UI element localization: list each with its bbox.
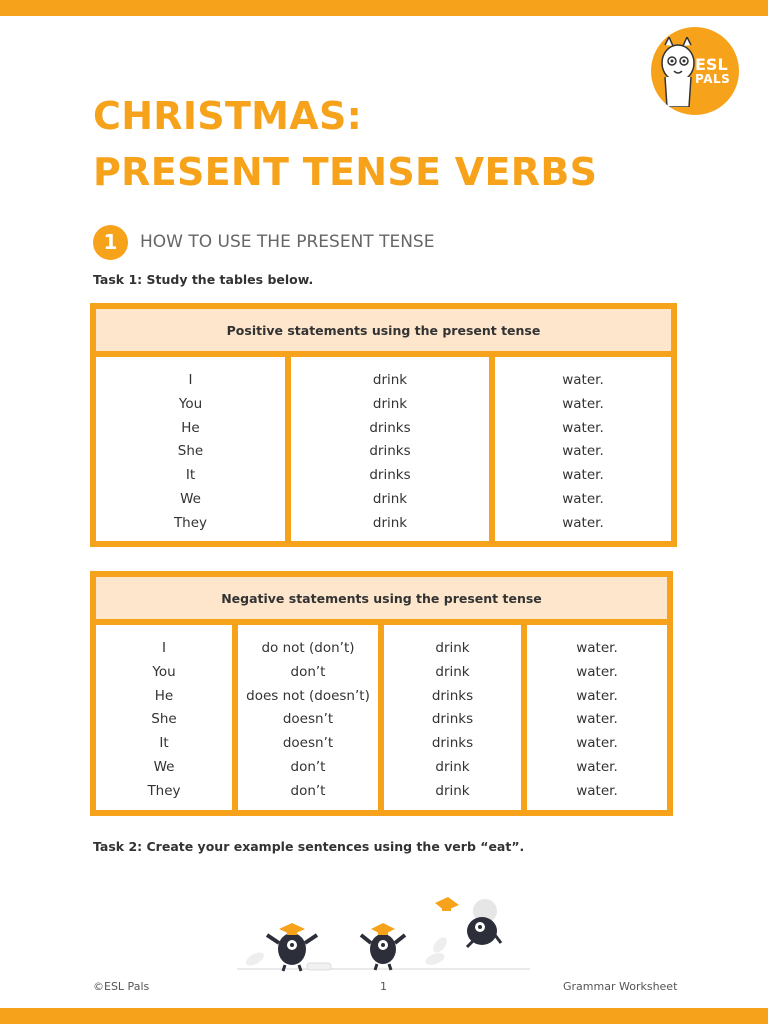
bottom-accent-bar [0,1008,768,1024]
table-cell: drink [372,372,408,388]
table-cell: I [162,640,166,656]
table-cell: You [178,395,203,412]
table-cell: water. [576,782,618,799]
table-cell: don’t [290,663,326,680]
table-cell: drink [372,514,408,531]
table-cell: drink [435,782,470,799]
table-cell: water. [562,372,604,388]
negative-statements-table [90,571,673,816]
page-title [93,88,597,200]
top-accent-bar [0,0,768,16]
task-2-instruction: Task 2: Create your example sentences using the verb “eat”. [93,839,525,854]
negative-table-header: Negative statements using the present tense [96,577,667,619]
section-number-badge: 1 [93,225,128,260]
logo-line-2: PALS [695,72,731,86]
table-cell: drink [372,490,408,507]
table-cell: don’t [290,782,326,799]
table-cell: drinks [431,711,474,728]
footer-copyright: ©ESL Pals [93,980,150,993]
table-cell: I [188,372,193,388]
negative-verb-column [384,625,521,810]
table-cell: drink [435,640,470,656]
table-cell: He [181,419,200,436]
table-cell: drinks [431,687,474,704]
logo-line-1: ESL [695,55,728,74]
table-cell: We [153,758,175,775]
table-cell: doesn’t [282,735,334,752]
table-cell: drink [435,758,470,775]
positive-object-column [495,357,671,541]
title-line-1: CHRISTMAS: [93,94,363,138]
table-cell: water. [576,687,618,704]
mascot-2-icon [361,923,405,970]
footer-page-number: 1 [380,980,387,993]
table-cell: water. [562,490,604,507]
table-cell: do not (don’t) [261,640,355,656]
table-cell: He [154,687,174,704]
table-cell: drink [435,663,470,680]
positive-verb-column [291,357,489,541]
logo-wordmark [695,57,730,87]
table-cell: water. [562,395,604,412]
esl-pals-logo [651,27,739,115]
table-cell: You [152,663,176,680]
table-cell: They [147,782,181,799]
table-cell: She [151,711,177,728]
table-cell: water. [576,640,618,656]
section-title: HOW TO USE THE PRESENT TENSE [140,232,435,252]
table-cell: water. [562,443,604,460]
task-1-instruction: Task 1: Study the tables below. [93,272,314,287]
footer-worksheet-label: Grammar Worksheet [563,980,678,993]
table-cell: water. [576,711,618,728]
table-cell: water. [562,514,604,531]
table-cell: drinks [431,735,474,752]
table-cell: water. [576,735,618,752]
positive-statements-table [90,303,677,547]
negative-subject-column [96,625,232,810]
table-cell: drinks [369,443,411,460]
table-cell: drink [372,395,408,412]
title-line-2: PRESENT TENSE VERBS [93,150,598,194]
table-cell: water. [562,467,604,484]
table-cell: It [185,467,196,484]
table-cell: don’t [290,758,326,775]
negative-auxiliary-column [238,625,378,810]
negative-object-column [527,625,667,810]
graduation-mascots-illustration [195,885,555,973]
table-cell: water. [562,419,604,436]
table-cell: water. [576,758,618,775]
table-cell: They [173,514,208,531]
positive-subject-column [96,357,285,541]
table-cell: We [180,490,201,507]
table-cell: does not (doesn’t) [246,687,370,704]
table-cell: water. [576,663,618,680]
table-cell: drinks [369,419,411,436]
table-cell: It [159,735,169,752]
table-cell: doesn’t [282,711,334,728]
positive-table-header: Positive statements using the present tense [96,309,671,351]
table-cell: drinks [369,467,411,484]
table-cell: She [177,443,204,460]
